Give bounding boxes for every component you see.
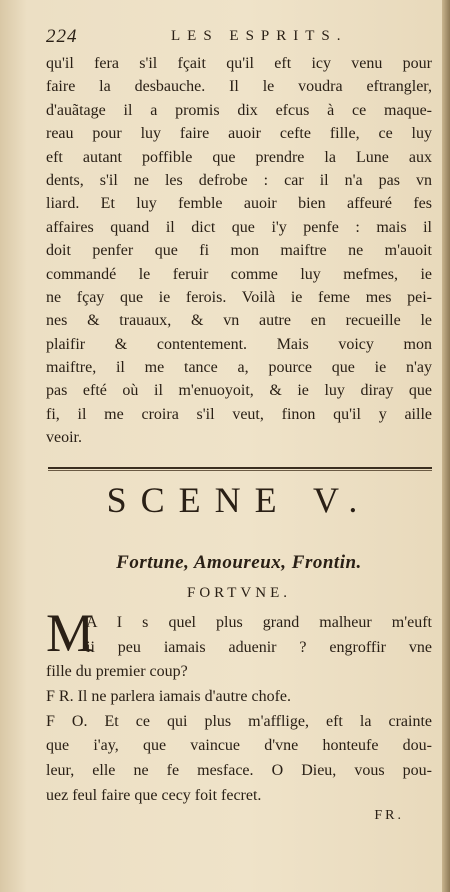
text-line: nes & trauaux, & vn autre en recueille le — [46, 312, 432, 330]
text-line: veoir. — [46, 429, 82, 447]
catchword: FR. — [374, 808, 404, 823]
dialogue-line: uez feul faire que cecy foit fecret. — [46, 786, 262, 804]
page-binding-edge — [442, 0, 450, 892]
text-line: maiftre, il me tance a, pource que ie n'ay — [46, 359, 432, 377]
dialogue-line: fille du premier coup? — [46, 663, 188, 681]
dialogue-line: leur, elle ne fe mesface. O Dieu, vous pou- — [46, 762, 432, 780]
cast-list: Fortune, Amoureux, Frontin. — [116, 552, 362, 573]
text-line: dents, s'il ne les defrobe : car il n'a pas vn — [46, 171, 432, 189]
divider-thin-rule — [48, 470, 432, 471]
dialogue-line: que i'ay, que vaincue d'vne honteufe dou- — [46, 737, 432, 755]
dialogue-line: ii peu iamais aduenir ? engroffir vne — [86, 638, 432, 656]
text-line: pas efté où il m'enuoyoit, & ie luy diray que — [46, 382, 432, 400]
text-line: affaires quand il dict que i'y penfe : mais il — [46, 218, 432, 236]
text-line: ne fçay que ie ferois. Voilà ie feme mes pei- — [46, 288, 432, 306]
running-title: LES ESPRITS. — [171, 28, 348, 44]
text-line: d'auãtage il a promis dix efcus à ce maque- — [46, 101, 432, 119]
speaker-name: FORTVNE. — [186, 585, 292, 601]
text-line: reau pour luy faire auoir cefte fille, ce luy — [46, 125, 432, 143]
text-line: faire la desbauche. Il le voudra eftrangler, — [46, 78, 432, 96]
dialogue-line: F R. Il ne parlera iamais d'autre chofe. — [46, 688, 292, 706]
section-divider — [48, 467, 432, 470]
divider-thick-rule — [48, 467, 432, 469]
drop-cap: M — [46, 603, 95, 663]
prose-paragraph — [46, 52, 432, 450]
text-line: liard. Et luy femble auoir bien affeuré fes — [46, 195, 432, 213]
text-line: doit penfer que fi mon maiftre ne m'auoit — [46, 242, 432, 260]
dialogue-block — [46, 611, 432, 809]
page-number: 224 — [46, 26, 78, 47]
scene-heading: SCENE V. — [106, 480, 372, 520]
text-line: qu'il fera s'il fçait qu'il eft icy venu pour — [46, 55, 432, 72]
dialogue-line: F O. Et ce qui plus m'afflige, eft la crainte — [46, 712, 432, 730]
text-line: commandé le feruir comme luy mefmes, ie — [46, 265, 432, 283]
text-line: eft autant poffible que prendre la Lune aux — [46, 148, 432, 166]
dialogue-line: A I s quel plus grand malheur m'euft — [86, 614, 432, 631]
text-line: plaifir & contentement. Mais voicy mon — [46, 335, 432, 353]
page-header — [46, 26, 410, 48]
text-line: fi, il me croira s'il veut, finon qu'il y aille — [46, 405, 432, 423]
